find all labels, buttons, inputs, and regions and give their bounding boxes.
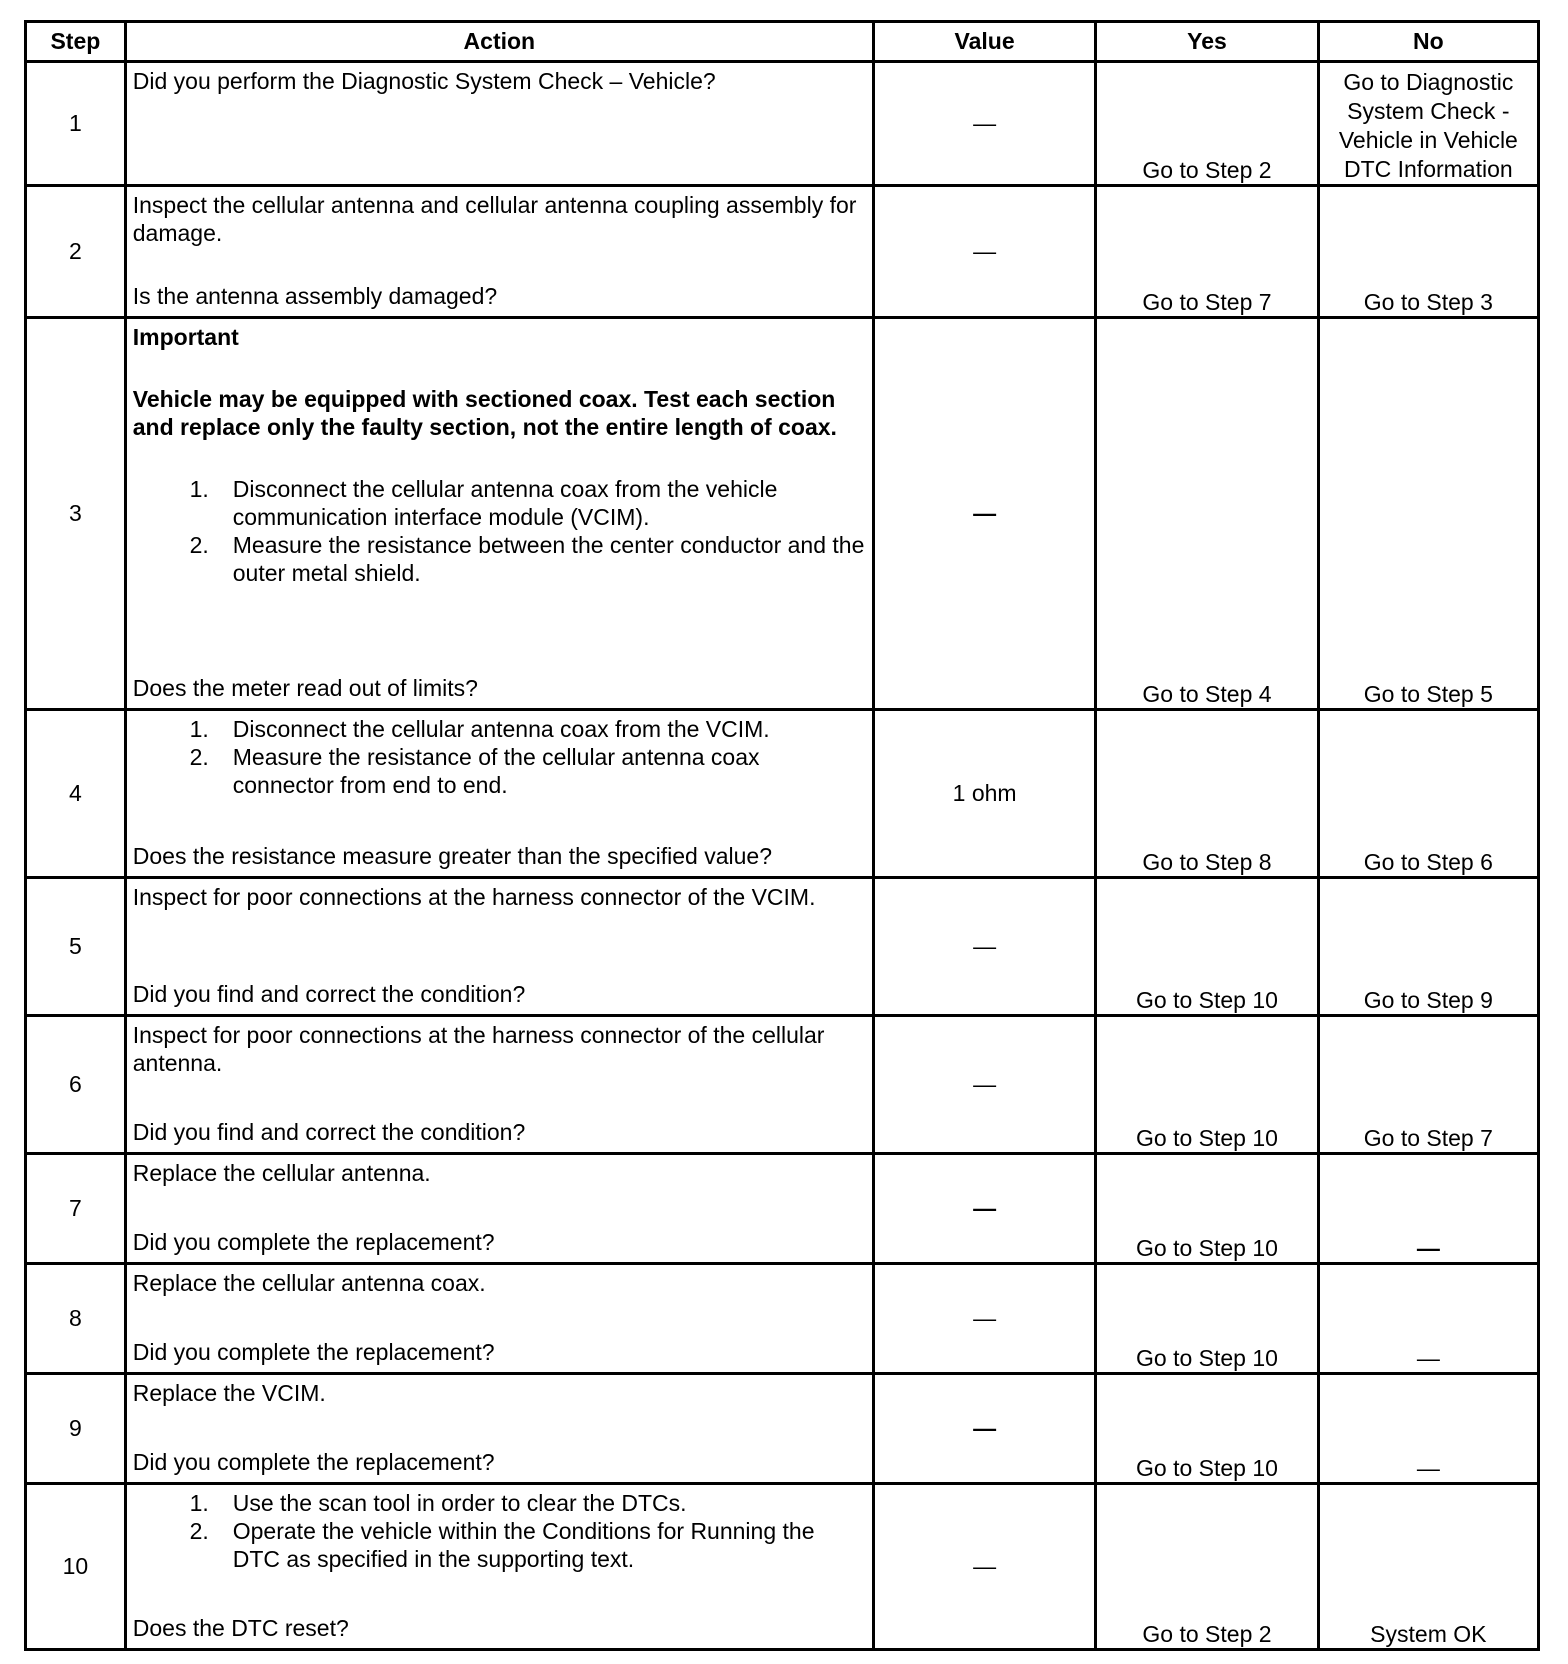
action-cell xyxy=(125,710,873,878)
diagnostic-table xyxy=(24,20,1540,1651)
yes-cell: Go to Step 10 xyxy=(1096,1264,1318,1374)
action-question: Did you find and correct the condition? xyxy=(132,981,526,1007)
yes-cell: Go to Step 10 xyxy=(1096,1374,1318,1484)
table-row-step-10 xyxy=(26,1484,1539,1650)
no-line: DTC Information xyxy=(1343,156,1513,182)
no-cell: — xyxy=(1318,1264,1538,1374)
value-cell: — xyxy=(873,1484,1095,1650)
action-question: Did you complete the replacement? xyxy=(132,1449,495,1475)
table-row-step-8 xyxy=(26,1264,1539,1374)
action-cell xyxy=(125,1484,873,1650)
list-number: 1. xyxy=(189,476,209,502)
yes-cell: Go to Step 10 xyxy=(1096,1154,1318,1264)
yes-cell: Go to Step 4 xyxy=(1096,318,1318,710)
no-cell: Go to Step 9 xyxy=(1318,878,1538,1016)
action-question: Did you complete the replacement? xyxy=(132,1339,495,1365)
table-row-step-3 xyxy=(26,318,1539,710)
value-cell: — xyxy=(873,1016,1095,1154)
header-row xyxy=(26,22,1539,62)
no-cell: Go to Step 5 xyxy=(1318,318,1538,710)
step-number: 10 xyxy=(26,1484,126,1650)
action-cell xyxy=(125,1016,873,1154)
action-question: Does the resistance measure greater than the specified value? xyxy=(132,843,773,869)
step-number: 7 xyxy=(26,1154,126,1264)
table-row-step-4 xyxy=(26,710,1539,878)
action-question: Did you find and correct the condition? xyxy=(132,1119,526,1145)
action-text: Replace the cellular antenna coax. xyxy=(132,1270,486,1296)
no-cell: Go to Step 6 xyxy=(1318,710,1538,878)
yes-cell: Go to Step 10 xyxy=(1096,878,1318,1016)
header-step: Step xyxy=(26,22,126,62)
instruction-list xyxy=(133,1489,866,1573)
action-cell xyxy=(125,1374,873,1484)
action-question: Does the DTC reset? xyxy=(132,1615,349,1641)
list-number: 2. xyxy=(189,532,209,558)
header-no: No xyxy=(1318,22,1538,62)
list-item xyxy=(133,475,866,531)
value-cell: — xyxy=(873,186,1095,318)
yes-cell: Go to Step 8 xyxy=(1096,710,1318,878)
yes-cell: Go to Step 2 xyxy=(1096,1484,1318,1650)
table-row-step-5 xyxy=(26,878,1539,1016)
action-cell xyxy=(125,1154,873,1264)
action-text: Inspect for poor connections at the harness connector of the VCIM. xyxy=(132,884,816,910)
header-value: Value xyxy=(873,22,1095,62)
list-item xyxy=(133,715,866,743)
list-text: Operate the vehicle within the Conditions for Running the DTC as specified in the supporting text. xyxy=(232,1518,815,1572)
no-line: System Check - xyxy=(1347,98,1510,124)
diagnostic-table-container xyxy=(24,20,1540,1651)
list-number: 2. xyxy=(189,744,209,770)
important-text: Vehicle may be equipped with sectioned coax. Test each section and replace only the faulty section, not the entire length of coax. xyxy=(132,386,837,440)
step-number: 1 xyxy=(26,62,126,186)
no-cell: System OK xyxy=(1318,1484,1538,1650)
action-question: Does the meter read out of limits? xyxy=(132,675,478,701)
list-text: Measure the resistance of the cellular antenna coax connector from end to end. xyxy=(232,744,760,798)
value-cell: — xyxy=(873,1264,1095,1374)
important-title: Important xyxy=(132,324,239,350)
list-item xyxy=(133,743,866,799)
list-number: 1. xyxy=(189,716,209,742)
action-cell xyxy=(125,1264,873,1374)
action-text: Inspect the cellular antenna and cellular antenna coupling assembly for damage. xyxy=(132,192,857,246)
action-cell xyxy=(125,186,873,318)
value-cell: — xyxy=(873,318,1095,710)
value-cell: — xyxy=(873,62,1095,186)
no-cell: — xyxy=(1318,1374,1538,1484)
step-number: 3 xyxy=(26,318,126,710)
no-cell: — xyxy=(1318,1154,1538,1264)
list-item xyxy=(133,531,866,587)
action-question: Is the antenna assembly damaged? xyxy=(132,283,498,309)
action-text: Replace the VCIM. xyxy=(132,1380,326,1406)
list-text: Disconnect the cellular antenna coax from the vehicle communication interface module (VCIM). xyxy=(232,476,778,530)
table-row-step-9 xyxy=(26,1374,1539,1484)
list-number: 2. xyxy=(189,1518,209,1544)
action-cell xyxy=(125,878,873,1016)
instruction-list xyxy=(133,475,866,587)
step-number: 6 xyxy=(26,1016,126,1154)
step-number: 8 xyxy=(26,1264,126,1374)
no-cell: Go to Step 7 xyxy=(1318,1016,1538,1154)
table-row-step-1 xyxy=(26,62,1539,186)
step-number: 5 xyxy=(26,878,126,1016)
action-text: Inspect for poor connections at the harness connector of the cellular antenna. xyxy=(132,1022,825,1076)
list-number: 1. xyxy=(189,1490,209,1516)
action-cell xyxy=(125,318,873,710)
no-cell: Go to Step 3 xyxy=(1318,186,1538,318)
header-action: Action xyxy=(125,22,873,62)
header-yes: Yes xyxy=(1096,22,1318,62)
value-cell: — xyxy=(873,1154,1095,1264)
table-row-step-6 xyxy=(26,1016,1539,1154)
step-number: 2 xyxy=(26,186,126,318)
value-cell: — xyxy=(873,1374,1095,1484)
list-item xyxy=(133,1489,866,1517)
list-text: Use the scan tool in order to clear the DTCs. xyxy=(232,1490,687,1516)
action-text: Replace the cellular antenna. xyxy=(132,1160,431,1186)
yes-cell: Go to Step 7 xyxy=(1096,186,1318,318)
action-question: Did you complete the replacement? xyxy=(132,1229,495,1255)
no-cell xyxy=(1318,62,1538,186)
list-text: Disconnect the cellular antenna coax from the VCIM. xyxy=(232,716,770,742)
yes-cell: Go to Step 10 xyxy=(1096,1016,1318,1154)
instruction-list xyxy=(133,715,866,799)
value-cell: — xyxy=(873,878,1095,1016)
no-line: Vehicle in Vehicle xyxy=(1338,127,1518,153)
table-row-step-2 xyxy=(26,186,1539,318)
action-cell xyxy=(125,62,873,186)
action-text: Did you perform the Diagnostic System Check – Vehicle? xyxy=(132,68,716,94)
value-cell: 1 ohm xyxy=(873,710,1095,878)
step-number: 9 xyxy=(26,1374,126,1484)
list-item xyxy=(133,1517,866,1573)
no-line: Go to Diagnostic xyxy=(1343,69,1514,95)
yes-cell: Go to Step 2 xyxy=(1096,62,1318,186)
list-text: Measure the resistance between the center conductor and the outer metal shield. xyxy=(232,532,865,586)
step-number: 4 xyxy=(26,710,126,878)
table-row-step-7 xyxy=(26,1154,1539,1264)
